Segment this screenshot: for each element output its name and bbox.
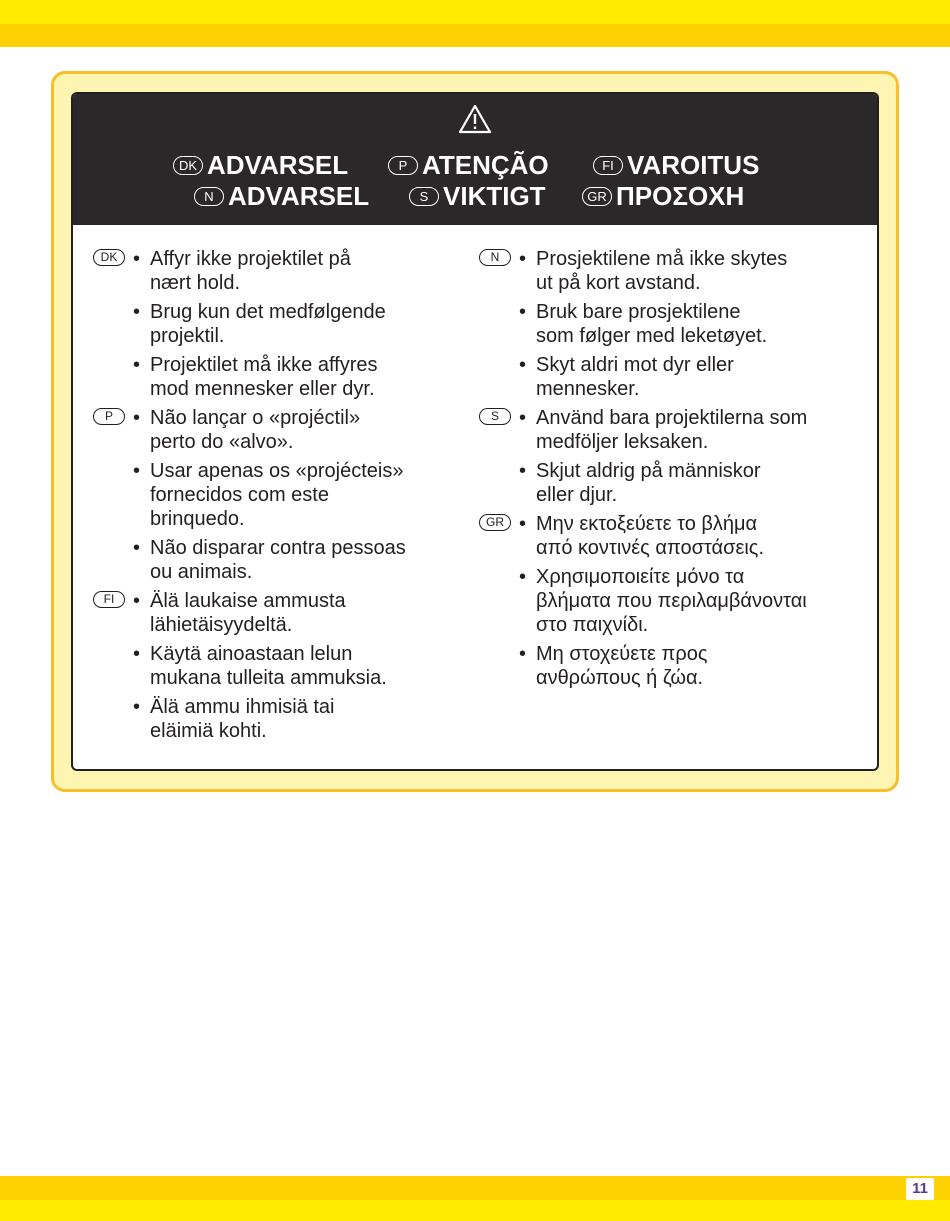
- item-text: Käytä ainoastaan lelun: [150, 643, 353, 665]
- lang-badge-dk: DK: [173, 156, 203, 175]
- item-text: ανθρώπους ή ζώα.: [536, 667, 704, 689]
- list-item: [479, 459, 859, 507]
- item-text: mennesker.: [536, 378, 640, 400]
- item-text: lähietäisyydeltä.: [150, 614, 293, 636]
- list-item: [93, 300, 453, 348]
- lang-badge-fi: FI: [593, 156, 623, 175]
- list-item: [93, 536, 453, 584]
- item-text: Projektilet må ikke affyres: [150, 354, 378, 376]
- item-text: Μην εκτοξεύετε το βλήμα: [536, 513, 758, 535]
- item-text: perto do «alvo».: [150, 431, 294, 453]
- item-text: Bruk bare prosjektilene: [536, 301, 741, 323]
- item-text: Prosjektilene må ikke skytes: [536, 248, 788, 270]
- item-text: Brug kun det medfølgende: [150, 301, 386, 323]
- list-item: [479, 406, 859, 454]
- lang-badge-s: S: [479, 408, 511, 425]
- lang-badge-n: N: [479, 249, 511, 266]
- bullet: •: [133, 248, 141, 270]
- list-item: [479, 512, 859, 560]
- bullet: •: [133, 696, 141, 718]
- header-p: [388, 150, 549, 181]
- bullet: •: [519, 301, 527, 323]
- item-text: Não lançar o «projéctil»: [150, 407, 361, 429]
- page-number: 11: [906, 1178, 934, 1200]
- bullet: •: [519, 513, 527, 535]
- lang-badge-s: S: [409, 187, 439, 206]
- right-column: [479, 247, 859, 695]
- group-s: [479, 406, 859, 507]
- item-text: fornecidos com este: [150, 484, 329, 506]
- list-item: [479, 565, 859, 637]
- item-text: eläimiä kohti.: [150, 720, 267, 742]
- item-text: Affyr ikke projektilet på: [150, 248, 351, 270]
- item-text: medföljer leksaken.: [536, 431, 709, 453]
- warning-header: [73, 94, 877, 225]
- top-yellow-band: [0, 0, 950, 47]
- header-n: [194, 181, 369, 212]
- bullet: •: [133, 407, 141, 429]
- group-gr: [479, 512, 859, 690]
- header-title-dk: ADVARSEL: [207, 150, 349, 180]
- header-title-n: ADVARSEL: [228, 181, 370, 211]
- lang-badge-gr: GR: [582, 187, 612, 206]
- item-text: στο παιχνίδι.: [536, 614, 649, 636]
- list-item: [479, 353, 859, 401]
- lang-badge-dk: DK: [93, 249, 125, 266]
- item-text: βλήματα που περιλαμβάνονται: [536, 590, 807, 612]
- item-text: mod mennesker eller dyr.: [150, 378, 375, 400]
- bottom-yellow-band: [0, 1176, 950, 1221]
- bullet: •: [519, 354, 527, 376]
- warning-triangle-icon: [458, 104, 492, 134]
- bullet: •: [133, 460, 141, 482]
- item-text: Usar apenas os «projécteis»: [150, 460, 404, 482]
- list-item: [479, 247, 859, 295]
- list-item: [93, 642, 453, 690]
- group-fi: [93, 589, 453, 743]
- bullet: •: [133, 537, 141, 559]
- list-item: [479, 642, 859, 690]
- bullet: •: [519, 460, 527, 482]
- item-text: Χρησιμοποιείτε μόνο τα: [536, 566, 745, 588]
- bullet: •: [519, 566, 527, 588]
- item-text: brinquedo.: [150, 508, 245, 530]
- list-item: [93, 247, 453, 295]
- group-dk: [93, 247, 453, 401]
- list-item: [93, 406, 453, 454]
- group-p: [93, 406, 453, 584]
- bullet: •: [519, 248, 527, 270]
- item-text: projektil.: [150, 325, 225, 347]
- item-text: nært hold.: [150, 272, 241, 294]
- header-title-gr: ΠΡΟΣΟΧΗ: [616, 181, 745, 211]
- header-title-p: ATENÇÃO: [422, 150, 549, 180]
- header-gr: [582, 181, 744, 212]
- header-title-s: VIKTIGT: [443, 181, 546, 211]
- item-text: Älä laukaise ammusta: [150, 590, 346, 612]
- bullet: •: [519, 407, 527, 429]
- warning-panel: [71, 92, 879, 771]
- bullet: •: [133, 354, 141, 376]
- item-text: Skjut aldrig på människor: [536, 460, 761, 482]
- list-item: [93, 353, 453, 401]
- lang-badge-n: N: [194, 187, 224, 206]
- item-text: από κοντινές αποστάσεις.: [536, 537, 764, 559]
- header-s: [409, 181, 546, 212]
- lang-badge-p: P: [93, 408, 125, 425]
- item-text: ut på kort avstand.: [536, 272, 701, 294]
- header-fi: [593, 150, 759, 181]
- list-item: [93, 459, 453, 531]
- header-title-fi: VAROITUS: [627, 150, 760, 180]
- group-n: [479, 247, 859, 401]
- item-text: Älä ammu ihmisiä tai: [150, 696, 335, 718]
- header-dk: [173, 150, 348, 181]
- item-text: Använd bara projektilerna som: [536, 407, 808, 429]
- item-text: eller djur.: [536, 484, 618, 506]
- item-text: ou animais.: [150, 561, 253, 583]
- list-item: [93, 695, 453, 743]
- bullet: •: [133, 590, 141, 612]
- left-column: [93, 247, 453, 748]
- item-text: som følger med leketøyet.: [536, 325, 768, 347]
- item-text: Não disparar contra pessoas: [150, 537, 406, 559]
- lang-badge-fi: FI: [93, 591, 125, 608]
- item-text: Skyt aldri mot dyr eller: [536, 354, 734, 376]
- bullet: •: [133, 643, 141, 665]
- bullet: •: [133, 301, 141, 323]
- lang-badge-p: P: [388, 156, 418, 175]
- bullet: •: [519, 643, 527, 665]
- list-item: [479, 300, 859, 348]
- list-item: [93, 589, 453, 637]
- lang-badge-gr: GR: [479, 514, 511, 531]
- item-text: Μη στοχεύετε προς: [536, 643, 708, 665]
- item-text: mukana tulleita ammuksia.: [150, 667, 387, 689]
